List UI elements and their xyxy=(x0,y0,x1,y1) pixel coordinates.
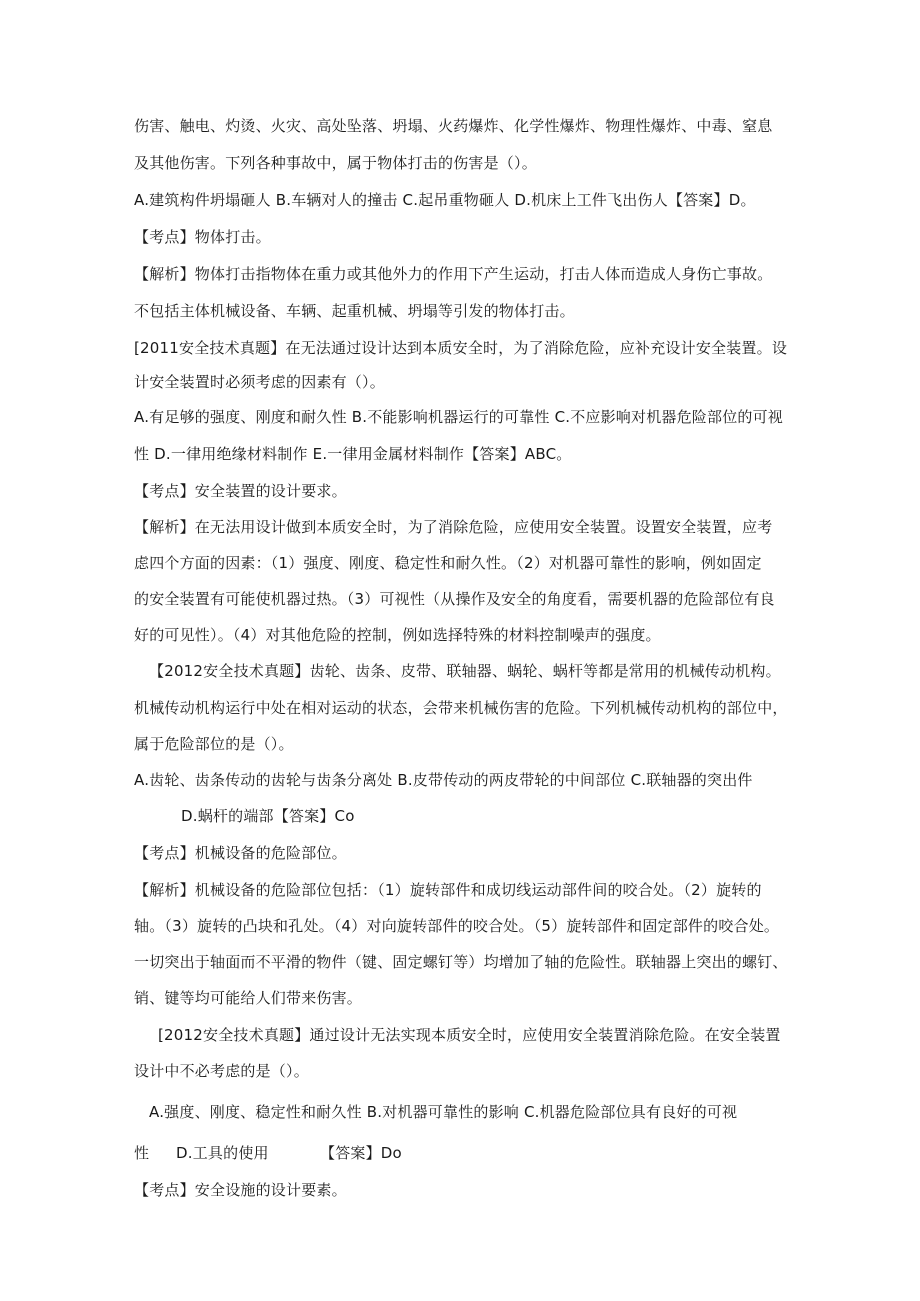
text-line: 机械传动机构运行中处在相对运动的状态，会带来机械伤害的危险。下列机械传动机构的部位中， xyxy=(134,699,788,717)
text-line: A.齿轮、齿条传动的齿轮与齿条分离处 B.皮带传动的两皮带轮的中间部位 C.联轴器的突出件 xyxy=(134,771,753,789)
text-line: A.强度、刚度、稳定性和耐久性 B.对机器可靠性的影响 C.机器危险部位具有良好的可视 xyxy=(149,1103,738,1121)
text-line: 轴。（3）旋转的凸块和孔处。（4）对向旋转部件的咬合处。（5）旋转部件和固定部件的咬合处。 xyxy=(134,917,780,935)
text-line: 【考点】机械设备的危险部位。 xyxy=(134,844,347,862)
text-line: 【解析】在无法用设计做到本质安全时，为了消除危险，应使用安全装置。设置安全装置，应考 xyxy=(134,518,773,536)
text-line: 【解析】物体打击指物体在重力或其他外力的作用下产生运动，打击人体而造成人身伤亡事故。 xyxy=(134,265,773,283)
text-line: A.建筑构件坍塌砸人 B.车辆对人的撞击 C.起吊重物砸人 D.机床上工件飞出伤人【答案】D。 xyxy=(134,191,756,209)
text-line: [2011安全技术真题】在无法通过设计达到本质安全时，为了消除危险，应补充设计安全装置。设 xyxy=(134,339,788,357)
text-line: 计安全装置时必须考虑的因素有（）。 xyxy=(134,373,385,391)
text-line: 一切突出于轴面而不平滑的物件（键、固定螺钉等）均增加了轴的危险性。联轴器上突出的螺钉、 xyxy=(134,953,788,971)
text-line: 【2012安全技术真题】齿轮、齿条、皮带、联轴器、蜗轮、蜗杆等都是常用的机械传动机构。 xyxy=(149,662,781,680)
text-line: [2012安全技术真题】通过设计无法实现本质安全时，应使用安全装置消除危险。在安全装置 xyxy=(158,1026,781,1044)
text-line: 性 xyxy=(134,1144,150,1162)
text-line: 不包括主体机械设备、车辆、起重机械、坍塌等引发的物体打击。 xyxy=(134,302,575,320)
answer-label: 【答案】Do xyxy=(320,1144,402,1162)
text-line: 【解析】机械设备的危险部位包括：（1）旋转部件和成切线运动部件间的咬合处。（2）旋转的 xyxy=(134,881,762,899)
text-line: 性 D.一律用绝缘材料制作 E.一律用金属材料制作【答案】ABC。 xyxy=(134,445,572,463)
text-line: D.工具的使用 xyxy=(176,1144,269,1162)
text-line: 【考点】安全装置的设计要求。 xyxy=(134,482,347,500)
text-line: 【考点】安全设施的设计要素。 xyxy=(134,1181,347,1199)
text-line: D.蜗杆的端部【答案】Co xyxy=(181,807,355,825)
text-line: 设计中不必考虑的是（）。 xyxy=(134,1062,309,1080)
text-line: 及其他伤害。下列各种事故中，属于物体打击的伤害是（）。 xyxy=(134,154,537,172)
text-line: 伤害、触电、灼烫、火灾、高处坠落、坍塌、火药爆炸、化学性爆炸、物理性爆炸、中毒、窒息 xyxy=(134,117,773,135)
text-line: 好的可见性）。（4）对其他危险的控制，例如选择特殊的材料控制噪声的强度。 xyxy=(134,626,661,644)
text-line: 销、键等均可能给人们带来伤害。 xyxy=(134,989,363,1007)
text-line: 虑四个方面的因素：（1）强度、刚度、稳定性和耐久性。（2）对机器可靠性的影响，例如固定 xyxy=(134,554,762,572)
text-line: 的安全装置有可能使机器过热。（3）可视性（从操作及安全的角度看，需要机器的危险部位有良 xyxy=(134,590,775,608)
text-line: A.有足够的强度、刚度和耐久性 B.不能影响机器运行的可靠性 C.不应影响对机器危险部位的可视 xyxy=(134,408,784,426)
text-line: 【考点】物体打击。 xyxy=(134,228,271,246)
text-line: 属于危险部位的是（）。 xyxy=(134,735,294,753)
